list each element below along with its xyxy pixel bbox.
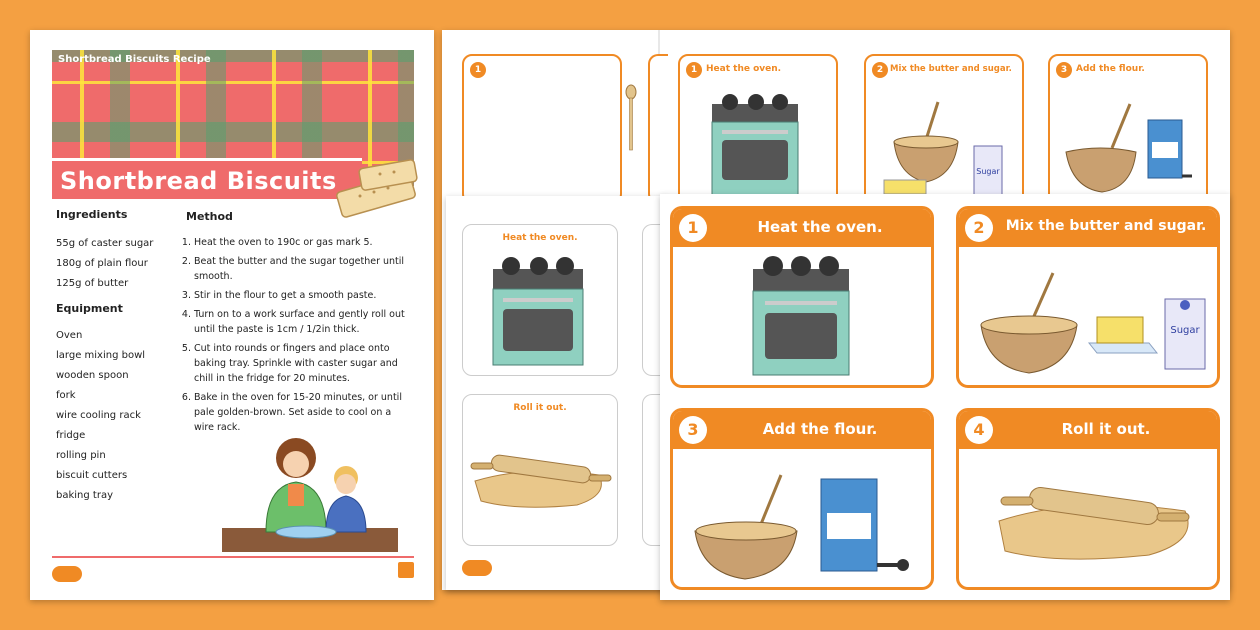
rolling-pin-icon <box>959 449 1217 571</box>
list-item: fridge <box>56 430 86 441</box>
card-number: 1 <box>686 62 702 78</box>
card-number: 2 <box>872 62 888 78</box>
card-number: 3 <box>679 416 707 444</box>
list-item: wooden spoon <box>56 370 129 381</box>
flour-bag-icon <box>673 449 931 585</box>
front-card-roll <box>956 408 1220 590</box>
method-step: 1. Heat the oven to 190c or gas mark 5. <box>194 235 414 250</box>
ingredients-list <box>56 234 153 294</box>
back-card-flour <box>1048 54 1208 204</box>
oven-icon <box>673 247 931 379</box>
shortbread-icon <box>330 152 422 222</box>
middle-activity-sheet <box>446 196 666 590</box>
method-list <box>180 235 414 439</box>
partial-card <box>648 54 668 204</box>
ingredients-heading: Ingredients <box>56 208 128 221</box>
list-item: 55g of caster sugar <box>56 238 154 249</box>
card-title: Roll it out. <box>1061 420 1151 438</box>
card-title: Add the flour. <box>1076 64 1145 74</box>
front-card-mix <box>956 206 1220 388</box>
mixing-bowl-icon <box>874 96 1020 200</box>
card-title: Mix the butter and sugar. <box>890 64 1012 74</box>
oven-icon <box>708 90 804 200</box>
svg-text:Sugar: Sugar <box>976 167 1000 176</box>
svg-text:Sugar: Sugar <box>1170 325 1200 336</box>
list-item: large mixing bowl <box>56 350 146 361</box>
card-number: 4 <box>965 416 993 444</box>
card-title: Mix the butter and sugar. <box>1005 218 1207 234</box>
flour-bag-icon <box>1058 92 1204 202</box>
front-activity-sheet <box>660 194 1230 600</box>
back-card-mix <box>864 54 1024 204</box>
list-item: 180g of plain flour <box>56 258 148 269</box>
list-item: fork <box>56 390 76 401</box>
rolling-pin-icon <box>467 445 615 515</box>
list-item: Oven <box>56 330 83 341</box>
middle-card-heat-oven <box>462 224 618 376</box>
list-item: 125g of butter <box>56 278 129 289</box>
list-item: rolling pin <box>56 450 106 461</box>
card-title: Heat the oven. <box>502 233 578 243</box>
blank-sequence-card <box>462 54 622 204</box>
card-number: 1 <box>679 214 707 242</box>
card-title: Heat the oven. <box>757 218 883 236</box>
method-step: 4. Turn on to a work surface and gently roll out until the paste is 1cm / 1/2in thick. <box>194 307 414 337</box>
recipe-title: Shortbread Biscuits <box>52 158 362 202</box>
logo-icon <box>462 560 492 576</box>
children-baking-illustration <box>222 428 398 552</box>
back-card-heat-oven <box>678 54 838 204</box>
front-card-heat-oven <box>670 206 934 388</box>
method-heading: Method <box>186 210 233 223</box>
equipment-heading: Equipment <box>56 302 123 315</box>
list-item: baking tray <box>56 490 113 501</box>
list-item: wire cooling rack <box>56 410 141 421</box>
method-step: 2. Beat the butter and the sugar together until smooth. <box>194 254 414 284</box>
banner-title: Shortbread Biscuits Recipe <box>58 54 211 65</box>
footer-mark-icon <box>398 562 414 578</box>
card-title: Heat the oven. <box>706 64 782 74</box>
card-number: 2 <box>965 214 993 242</box>
recipe-sheet <box>30 30 434 600</box>
equipment-list <box>56 326 145 506</box>
footer-divider <box>52 556 414 558</box>
card-number: 3 <box>1056 62 1072 78</box>
card-number: 1 <box>470 62 486 78</box>
oven-icon <box>489 253 589 369</box>
card-title: Roll it out. <box>513 403 567 413</box>
middle-card-roll <box>462 394 618 546</box>
card-title: Add the flour. <box>762 420 878 438</box>
front-card-flour <box>670 408 934 590</box>
logo-icon <box>52 566 82 582</box>
mixing-bowl-icon <box>959 247 1217 381</box>
method-step: 3. Stir in the flour to get a smooth paste. <box>194 288 414 303</box>
method-step: 5. Cut into rounds or fingers and place onto baking tray. Sprinkle with caster sugar and chill in the fridge for 20 minutes. <box>194 341 414 386</box>
method-step: 6. Bake in the oven for 15-20 minutes, or until pale golden-brown. Set aside to cool on a wire rack. <box>194 390 414 435</box>
list-item: biscuit cutters <box>56 470 128 481</box>
wooden-spoon-icon <box>624 84 638 154</box>
